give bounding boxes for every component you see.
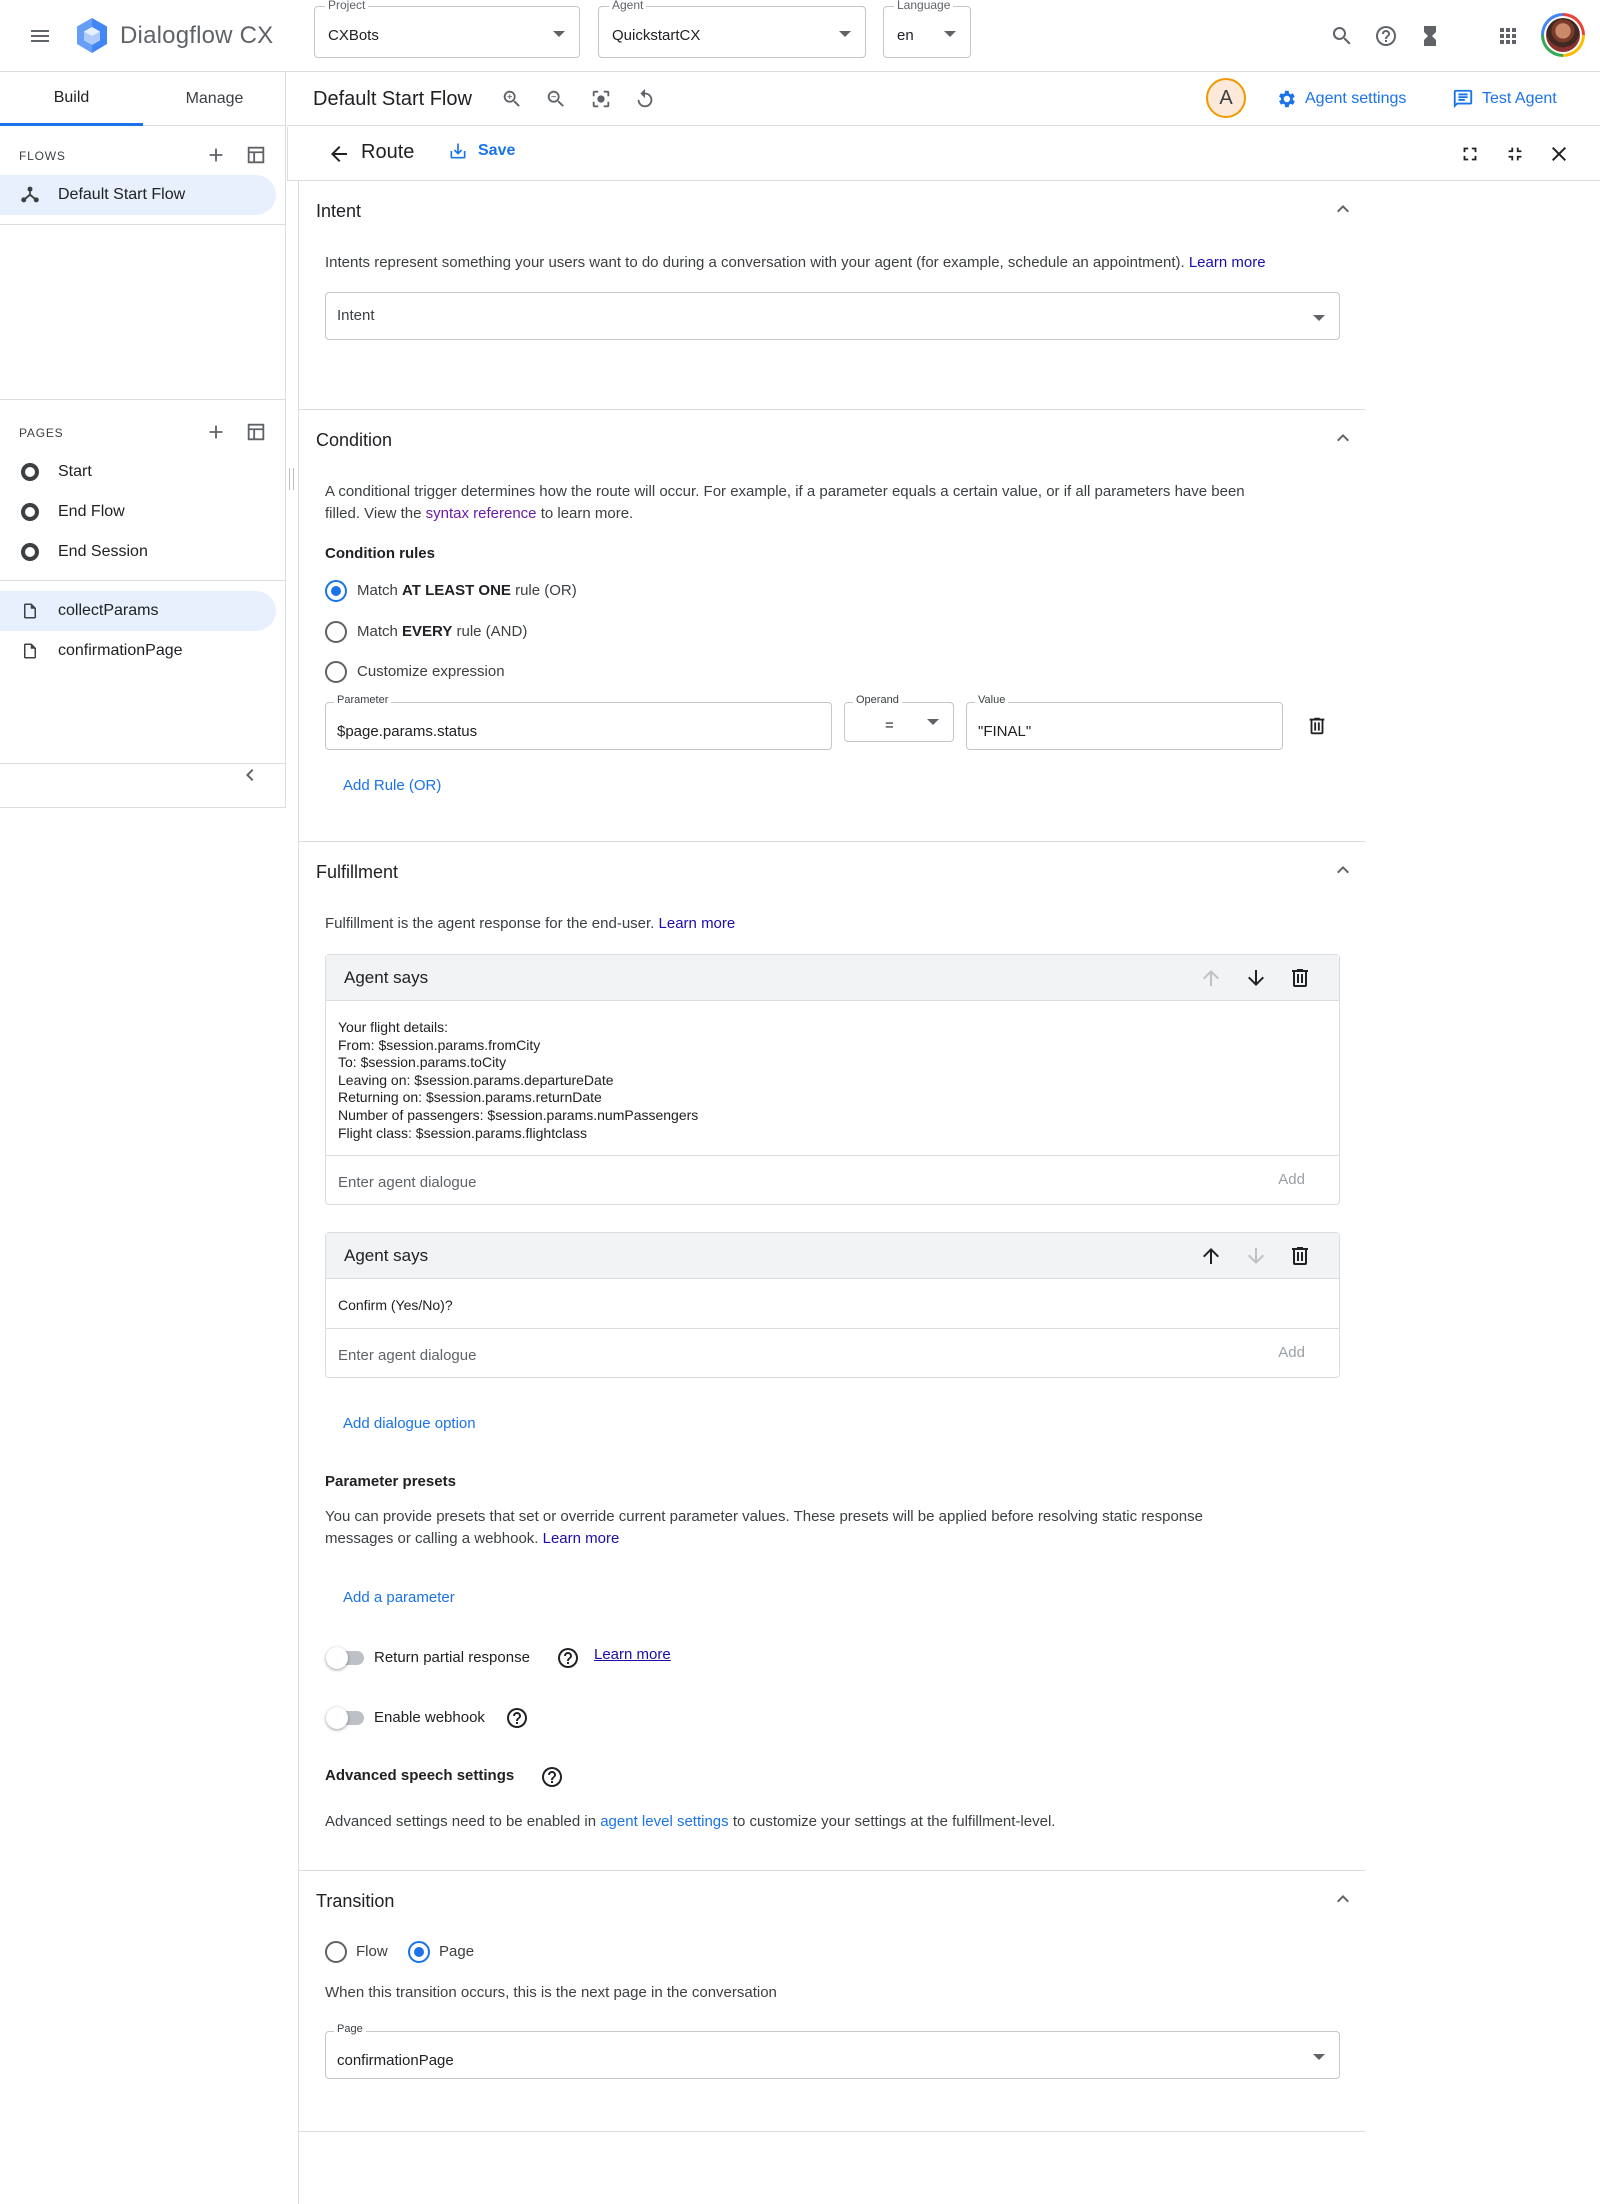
toggle-knob	[326, 1647, 348, 1669]
intent-description-text: Intents represent something your users want to do during a conversation with your agent (for example, schedule an appointment).	[325, 254, 1185, 271]
zoom-out-icon[interactable]	[536, 79, 576, 119]
flow-item-label: Default Start Flow	[58, 186, 186, 203]
condition-rules-title: Condition rules	[325, 545, 435, 562]
page-title: Default Start Flow	[313, 88, 472, 110]
section-divider	[298, 409, 1365, 410]
agent-says-title: Agent says	[344, 1246, 429, 1265]
page-item-label: confirmationPage	[58, 642, 183, 659]
chevron-up-icon[interactable]	[1331, 426, 1355, 450]
agent-settings-button[interactable]	[1275, 88, 1406, 110]
add-dialogue-option-button[interactable]: Add dialogue option	[343, 1415, 476, 1432]
collapse-icon[interactable]	[1495, 134, 1535, 174]
agent-says-card	[325, 1232, 1340, 1378]
chevron-up-icon[interactable]	[1331, 858, 1355, 882]
project-value: CXBots	[328, 27, 379, 44]
condition-section-title: Condition	[316, 430, 393, 450]
build-manage-tabs	[0, 72, 286, 126]
return-partial-response-label: Return partial response	[374, 1649, 530, 1666]
delete-icon[interactable]	[1288, 966, 1312, 990]
agent-says-text[interactable]: Your flight details: From: $session.params.fromCity To: $session.params.toCity Leaving on: $session.params.departureDate Returning on: $session.params.returnDate Number of passengers: $session.params.numPassengers Flight class: $session.params.flightclass	[338, 1019, 699, 1141]
page-ring-icon	[20, 502, 40, 522]
presets-line2: messages or calling a webhook.	[325, 1530, 539, 1547]
intent-placeholder: Intent	[337, 307, 375, 324]
move-up-icon[interactable]	[1199, 1244, 1223, 1268]
tab-build[interactable]: Build	[0, 72, 143, 126]
apps-grid-icon[interactable]	[1488, 16, 1528, 56]
back-arrow-icon[interactable]	[319, 134, 359, 174]
page-item-collect-params[interactable]	[0, 591, 276, 631]
language-value: en	[897, 27, 914, 44]
agent-dialogue-placeholder: Enter agent dialogue	[338, 1347, 477, 1364]
chevron-down-icon	[927, 719, 939, 725]
page-item-start[interactable]	[0, 452, 276, 492]
zoom-in-icon[interactable]	[492, 79, 532, 119]
parameter-value: $page.params.status	[337, 723, 478, 740]
customize-expression-radio[interactable]	[325, 661, 347, 683]
test-agent-label: Test Agent	[1482, 90, 1557, 107]
enable-webhook-toggle[interactable]	[326, 1707, 364, 1727]
add-rule-button[interactable]: Add Rule (OR)	[343, 777, 442, 794]
presets-line1: You can provide presets that set or override current parameter values. These presets will be applied before resolving static response	[325, 1508, 1203, 1525]
page-icon	[20, 601, 40, 621]
table-view-icon[interactable]	[236, 412, 276, 452]
intent-select[interactable]	[325, 292, 1340, 340]
divider	[0, 224, 286, 225]
delete-rule-icon[interactable]	[1297, 706, 1337, 746]
help-icon[interactable]	[1366, 16, 1406, 56]
reset-view-icon[interactable]	[625, 79, 665, 119]
speech-pre: Advanced settings need to be enabled in	[325, 1813, 597, 1830]
parameter-field[interactable]	[325, 694, 832, 750]
save-label: Save	[478, 142, 516, 159]
agent-dialogue-placeholder: Enter agent dialogue	[338, 1174, 477, 1191]
section-divider	[298, 1870, 1365, 1871]
match-every-label	[357, 623, 527, 640]
avatar-photo	[1546, 18, 1580, 52]
fullscreen-icon[interactable]	[1450, 134, 1490, 174]
condition-desc-line2-pre: filled. View the	[325, 505, 422, 522]
agent-select[interactable]	[598, 0, 866, 58]
agent-dialogue-input[interactable]	[326, 1328, 1339, 1378]
close-icon[interactable]	[1539, 134, 1579, 174]
section-divider	[298, 841, 1365, 842]
agent-says-card-header	[326, 1233, 1339, 1279]
tab-manage[interactable]: Manage	[185, 90, 244, 107]
route-panel-border	[298, 181, 299, 2204]
chevron-down-icon	[1313, 315, 1325, 321]
project-label: Project	[325, 0, 368, 12]
add-flow-icon[interactable]	[196, 135, 236, 175]
app-title: Dialogflow CX	[120, 22, 274, 49]
transition-flow-label: Flow	[356, 1943, 388, 1960]
collaborator-avatar[interactable]: A	[1206, 78, 1246, 118]
opt1-bold: AT LEAST ONE	[402, 582, 511, 599]
intent-learn-more-link[interactable]: Learn more	[1188, 254, 1266, 271]
page-ring-icon	[20, 462, 40, 482]
parameter-label: Parameter	[334, 694, 391, 706]
chevron-down-icon	[553, 31, 565, 37]
help-circle-icon[interactable]	[505, 1706, 529, 1730]
transition-section-title: Transition	[316, 1891, 395, 1911]
fulfillment-description	[325, 913, 735, 935]
save-icon	[448, 141, 468, 161]
agent-says-card-header	[326, 955, 1339, 1001]
agent-says-text[interactable]: Confirm (Yes/No)?	[338, 1297, 453, 1313]
syntax-reference-link[interactable]: syntax reference	[425, 505, 537, 522]
help-circle-icon[interactable]	[540, 1765, 564, 1789]
toggle-knob	[326, 1707, 348, 1729]
parameter-presets-description	[325, 1506, 1345, 1550]
agent-label: Agent	[609, 0, 646, 12]
transition-flow-radio[interactable]	[325, 1941, 347, 1963]
chevron-down-icon	[1313, 2054, 1325, 2060]
intent-section-title: Intent	[316, 201, 362, 221]
chevron-up-icon[interactable]	[1331, 1887, 1355, 1911]
agent-says-title: Agent says	[344, 968, 429, 987]
match-every-radio[interactable]	[325, 621, 347, 643]
chevron-down-icon	[839, 31, 851, 37]
condition-desc-line1: A conditional trigger determines how the route will occur. For example, if a parameter equals a certain value, or if all parameters have been	[325, 483, 1245, 500]
flow-icon	[20, 185, 40, 205]
account-avatar[interactable]	[1541, 13, 1585, 57]
delete-icon[interactable]	[1288, 1244, 1312, 1268]
value-value: "FINAL"	[978, 723, 1032, 740]
transition-page-select[interactable]	[325, 2023, 1340, 2079]
operand-select[interactable]	[844, 694, 954, 742]
opt2-pre: Match	[357, 623, 398, 640]
value-field[interactable]	[966, 694, 1283, 750]
avatar-ring	[1544, 16, 1582, 54]
search-icon[interactable]	[1322, 16, 1362, 56]
agent-value: QuickstartCX	[612, 27, 701, 44]
fit-screen-icon[interactable]	[581, 79, 621, 119]
test-agent-button[interactable]	[1452, 88, 1557, 110]
chevron-down-icon	[944, 31, 956, 37]
transition-page-radio[interactable]	[408, 1941, 430, 1963]
partial-response-learn-more-link[interactable]: Learn more	[594, 1646, 671, 1663]
agent-level-settings-link[interactable]: agent level settings	[600, 1813, 729, 1830]
opt1-pre: Match	[357, 582, 398, 599]
advanced-speech-description	[325, 1811, 1055, 1833]
agent-says-card	[325, 954, 1340, 1205]
operand-value: =	[885, 717, 894, 734]
move-down-icon[interactable]	[1244, 1244, 1268, 1268]
help-circle-icon[interactable]	[556, 1646, 580, 1670]
chat-icon	[1452, 88, 1474, 110]
page-item-end-flow[interactable]	[0, 492, 276, 532]
route-toolbar	[287, 127, 1600, 181]
opt2-bold: EVERY	[402, 623, 453, 640]
flows-section-title: FLOWS	[19, 149, 66, 163]
flow-item-default-start-flow[interactable]	[0, 175, 276, 215]
divider	[0, 399, 286, 400]
page-item-confirmation-page[interactable]	[0, 631, 276, 671]
dialogflow-logo-icon	[76, 17, 108, 55]
add-dialogue-button[interactable]: Add	[1278, 1344, 1305, 1361]
enable-webhook-label: Enable webhook	[374, 1709, 485, 1726]
fulfillment-learn-more-link[interactable]: Learn more	[658, 915, 736, 932]
language-select[interactable]	[883, 0, 971, 58]
page-icon	[20, 641, 40, 661]
customize-expression-label: Customize expression	[357, 663, 505, 680]
hourglass-icon[interactable]	[1410, 16, 1450, 56]
match-at-least-one-radio[interactable]	[325, 580, 347, 602]
page-item-label: End Flow	[58, 503, 125, 520]
resize-handle[interactable]	[289, 468, 294, 490]
page-item-end-session[interactable]	[0, 532, 276, 572]
transition-page-label: Page	[439, 1943, 475, 1960]
brand[interactable]	[76, 16, 273, 56]
add-dialogue-button[interactable]: Add	[1278, 1171, 1305, 1188]
add-parameter-button[interactable]: Add a parameter	[343, 1589, 455, 1606]
condition-desc-line2-post: to learn more.	[540, 505, 634, 522]
chevron-up-icon[interactable]	[1331, 197, 1355, 221]
fulfillment-description-text: Fulfillment is the agent response for the end-user.	[325, 915, 655, 932]
move-up-icon[interactable]	[1199, 966, 1223, 990]
project-select[interactable]	[314, 0, 580, 58]
condition-description	[325, 481, 1345, 525]
pages-section-title: PAGES	[19, 426, 64, 440]
agent-dialogue-input[interactable]	[326, 1155, 1339, 1205]
opt2-post: rule (AND)	[456, 623, 528, 640]
page-item-label: End Session	[58, 543, 148, 560]
menu-icon[interactable]	[20, 16, 60, 56]
page-item-label: collectParams	[58, 602, 159, 619]
opt1-post: rule (OR)	[515, 582, 577, 599]
match-at-least-one-label	[357, 582, 577, 599]
transition-description: When this transition occurs, this is the next page in the conversation	[325, 1984, 777, 2001]
top-app-bar	[0, 0, 1600, 72]
language-label: Language	[894, 0, 953, 12]
save-button[interactable]	[448, 141, 515, 161]
flow-header	[287, 72, 1600, 126]
move-down-icon[interactable]	[1244, 966, 1268, 990]
operand-label: Operand	[853, 694, 902, 706]
return-partial-response-toggle[interactable]	[326, 1647, 364, 1667]
gear-icon	[1275, 88, 1297, 110]
fulfillment-section-title: Fulfillment	[316, 862, 399, 882]
page-item-label: Start	[58, 463, 92, 480]
page-ring-icon	[20, 542, 40, 562]
collapse-panel-icon[interactable]	[230, 755, 270, 795]
left-navigation-panel	[0, 72, 286, 808]
advanced-speech-title: Advanced speech settings	[325, 1767, 515, 1784]
parameter-presets-title: Parameter presets	[325, 1473, 456, 1490]
section-divider	[298, 2131, 1365, 2132]
table-view-icon[interactable]	[236, 135, 276, 175]
value-label: Value	[975, 694, 1008, 706]
presets-learn-more-link[interactable]: Learn more	[542, 1530, 620, 1547]
speech-post: to customize your settings at the fulfillment-level.	[732, 1813, 1056, 1830]
transition-page-value: confirmationPage	[337, 2052, 454, 2069]
intent-description	[325, 252, 1266, 274]
add-page-icon[interactable]	[196, 412, 236, 452]
agent-settings-label: Agent settings	[1305, 90, 1407, 107]
route-title: Route	[361, 141, 415, 163]
transition-page-field-label: Page	[334, 2023, 366, 2035]
divider	[0, 580, 286, 581]
